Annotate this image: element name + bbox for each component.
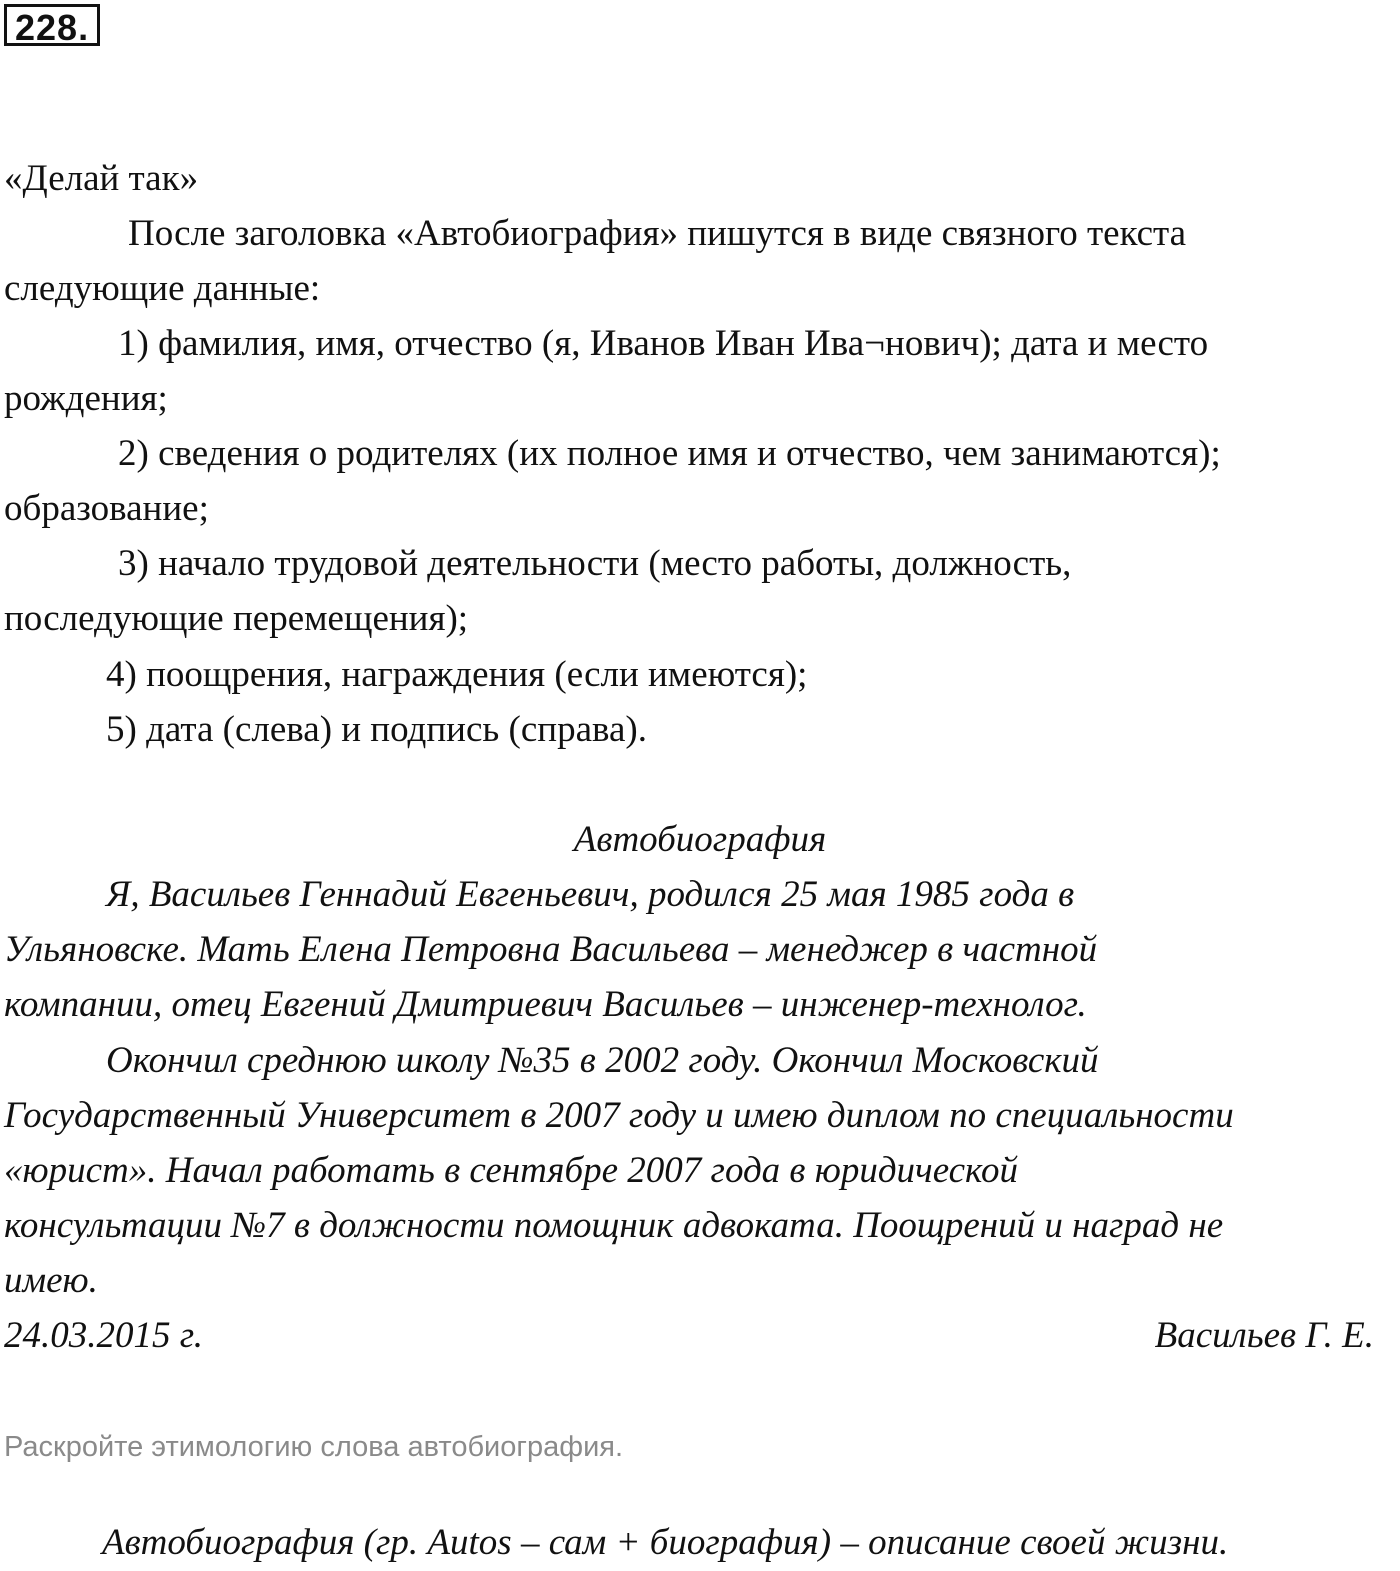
sample-title: Автобиография	[573, 819, 827, 860]
exercise-number: 228.	[4, 4, 100, 46]
question-text: Раскройте этимологию слова автобиография.	[4, 1431, 624, 1463]
instruction-item-2: 2) сведения о родителях (их полное имя и отчество, чем занимаются);	[118, 433, 1221, 474]
sample-line: «юрист». Начал работать в сентябре 2007 года в юридической	[4, 1150, 1018, 1191]
instruction-line: рождения;	[4, 378, 168, 419]
instruction-item-4: 4) поощрения, награждения (если имеются);	[106, 654, 808, 695]
sample-line: Ульяновске. Мать Елена Петровна Васильева – менеджер в частной	[4, 929, 1098, 970]
sample-line: Я, Васильев Геннадий Евгеньевич, родился 25 мая 1985 года в	[106, 874, 1075, 915]
instruction-line: образование;	[4, 488, 209, 529]
instruction-item-5: 5) дата (слева) и подпись (справа).	[106, 709, 647, 750]
instruction-line: следующие данные:	[4, 268, 321, 309]
sample-line: Окончил среднюю школу №35 в 2002 году. Окончил Московский	[106, 1040, 1099, 1081]
sample-line: Государственный Университет в 2007 году и имею диплом по специальности	[4, 1095, 1234, 1136]
instruction-item-3: 3) начало трудовой деятельности (место работы, должность,	[118, 543, 1072, 584]
instruction-heading: «Делай так»	[4, 158, 199, 199]
instruction-item-1: 1) фамилия, имя, отчество (я, Иванов Иван Ива¬нович); дата и место	[118, 323, 1209, 364]
answer-text: Автобиография (гр. Autos – сам + биография) – описание своей жизни.	[102, 1522, 1229, 1563]
sample-line: компании, отец Евгений Дмитриевич Васильев – инженер-технолог.	[4, 984, 1087, 1025]
instruction-line: После заголовка «Автобиография» пишутся в виде связного текста	[128, 213, 1187, 254]
sample-date: 24.03.2015 г.	[4, 1315, 203, 1356]
sample-signature: Васильев Г. Е.	[1154, 1315, 1374, 1356]
instruction-line: последующие перемещения);	[4, 598, 469, 639]
sample-line: имею.	[4, 1260, 98, 1301]
sample-line: консультации №7 в должности помощник адвоката. Поощрений и наград не	[4, 1205, 1224, 1246]
